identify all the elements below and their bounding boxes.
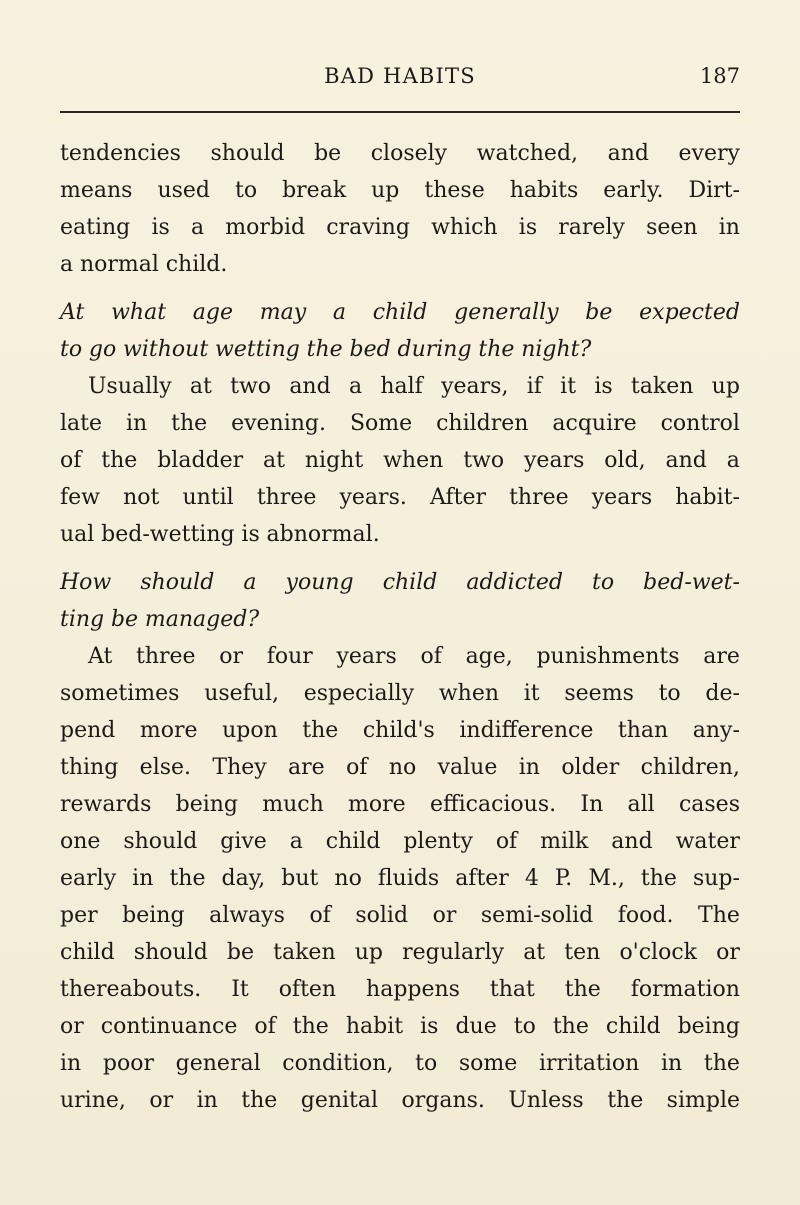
word: regularly: [402, 940, 505, 965]
word: night?: [521, 337, 592, 362]
word: early.: [603, 178, 664, 203]
word: no: [334, 866, 362, 891]
word: punishments: [536, 644, 680, 669]
word: two: [230, 374, 272, 399]
word: age,: [465, 644, 513, 669]
word: of: [60, 448, 82, 473]
word: thereabouts.: [60, 977, 202, 1002]
word: watched,: [476, 141, 579, 166]
word: the: [101, 448, 138, 473]
word: should: [210, 141, 285, 166]
word: bed-wet-: [643, 570, 740, 595]
word: night: [304, 448, 364, 473]
paragraph-gap: [60, 283, 740, 294]
word: early: [60, 866, 117, 891]
word: a: [243, 570, 257, 595]
word: a: [332, 300, 346, 325]
word: water: [675, 829, 740, 854]
word: the: [241, 1088, 278, 1113]
word: condition,: [282, 1051, 394, 1076]
word: P.: [554, 866, 573, 891]
word: should: [140, 570, 215, 595]
word: during: [397, 337, 472, 362]
answer-line: [60, 442, 740, 479]
word: being: [122, 903, 185, 928]
word: useful,: [204, 681, 280, 706]
word: bed: [349, 337, 391, 362]
word: being: [677, 1014, 740, 1039]
word: it: [523, 681, 540, 706]
word: in: [518, 755, 540, 780]
answer-bed-wetting-age: [60, 368, 740, 553]
word: expected: [639, 300, 740, 325]
word: 4: [524, 866, 539, 891]
word: happens: [366, 977, 460, 1002]
word: addicted: [466, 570, 563, 595]
word: the: [607, 1088, 644, 1113]
word: tendencies: [60, 141, 181, 166]
word: organs.: [401, 1088, 485, 1113]
word: craving: [326, 215, 410, 240]
word: fluids: [377, 866, 440, 891]
word: when: [438, 681, 500, 706]
word: Usually: [88, 374, 172, 399]
word: if: [526, 374, 542, 399]
word: of: [420, 644, 442, 669]
word: in: [718, 215, 740, 240]
word: not: [123, 485, 160, 510]
answer-line: [60, 405, 740, 442]
word: years.: [339, 485, 407, 510]
word: of: [346, 755, 368, 780]
word: of: [254, 1014, 276, 1039]
word: be: [226, 940, 255, 965]
word: it: [560, 374, 577, 399]
word: acquire: [552, 411, 637, 436]
word: Dirt-: [688, 178, 740, 203]
word: child: [60, 940, 115, 965]
word: to: [592, 570, 615, 595]
word: in: [132, 866, 154, 891]
word: any-: [692, 718, 740, 743]
answer-line: [60, 638, 740, 675]
word: child: [372, 300, 428, 325]
answer-line: [60, 675, 740, 712]
word: continuance: [100, 1014, 238, 1039]
word: which: [431, 215, 498, 240]
word: years,: [441, 374, 509, 399]
word: rewards: [60, 792, 152, 817]
word: cases: [678, 792, 740, 817]
word: bladder: [157, 448, 244, 473]
word: managed?: [144, 607, 260, 632]
word: in: [196, 1088, 218, 1113]
word: always: [209, 903, 285, 928]
word: in: [661, 1051, 683, 1076]
word: to: [513, 1014, 536, 1039]
word: or: [60, 1014, 84, 1039]
word: half: [380, 374, 423, 399]
answer-line: [60, 934, 740, 971]
word: thing: [60, 755, 119, 780]
word: due: [455, 1014, 497, 1039]
word: or: [149, 1088, 174, 1113]
word: and: [665, 448, 707, 473]
word: evening.: [231, 411, 326, 436]
answer-line: [60, 971, 740, 1008]
word: a: [348, 374, 363, 399]
word: formation: [630, 977, 740, 1002]
word: up: [711, 374, 740, 399]
word: being: [175, 792, 239, 817]
word: up: [354, 940, 384, 965]
word: o'clock: [619, 940, 697, 965]
question-line: [60, 601, 740, 638]
page-body: [60, 135, 740, 1119]
word: more: [348, 792, 406, 817]
word: irritation: [538, 1051, 640, 1076]
word: late: [60, 411, 103, 436]
word: to: [60, 337, 83, 362]
word: few: [60, 485, 100, 510]
word: ting: [60, 607, 105, 632]
word: three: [136, 644, 196, 669]
word: the: [292, 1014, 329, 1039]
word: than: [617, 718, 669, 743]
word: genital: [300, 1088, 379, 1113]
word: years: [591, 485, 653, 510]
page-number: 187: [699, 64, 740, 88]
text-line: [60, 172, 740, 209]
word: seen: [646, 215, 698, 240]
word: sup-: [692, 866, 740, 891]
word: and: [607, 141, 649, 166]
word: How: [60, 570, 112, 595]
word: semi-solid: [480, 903, 594, 928]
word: or: [432, 903, 457, 928]
word: a: [190, 215, 205, 240]
word: efficacious.: [429, 792, 557, 817]
word: control: [660, 411, 740, 436]
word: and: [289, 374, 331, 399]
answer-line: [60, 1082, 740, 1119]
word: day,: [221, 866, 266, 891]
answer-line: [60, 479, 740, 516]
paragraph-gap: [60, 553, 740, 564]
text-line: [60, 135, 740, 172]
word: simple: [666, 1088, 740, 1113]
word: until: [182, 485, 234, 510]
word: They: [212, 755, 267, 780]
word: At: [60, 300, 85, 325]
word: abnormal.: [266, 522, 380, 547]
word: the: [703, 1051, 740, 1076]
word: be: [585, 300, 613, 325]
word: wetting: [215, 337, 300, 362]
word: solid: [355, 903, 409, 928]
question-line: [60, 331, 740, 368]
word: plenty: [403, 829, 473, 854]
word: break: [282, 178, 347, 203]
word: a: [726, 448, 740, 473]
word: may: [259, 300, 307, 325]
word: the: [169, 866, 206, 891]
answer-line: [60, 897, 740, 934]
word: It: [231, 977, 249, 1002]
word: or: [716, 940, 740, 965]
question-bed-wetting-age: [60, 294, 740, 368]
word: often: [278, 977, 337, 1002]
word: at: [189, 374, 212, 399]
word: a: [289, 829, 303, 854]
question-line: [60, 564, 740, 601]
word: child: [382, 570, 438, 595]
word: give: [220, 829, 267, 854]
word: eating: [60, 215, 131, 240]
answer-line: [60, 823, 740, 860]
word: the: [171, 411, 208, 436]
word: per: [60, 903, 98, 928]
word: of: [309, 903, 331, 928]
word: generally: [454, 300, 559, 325]
word: child.: [165, 252, 228, 277]
word: value: [437, 755, 498, 780]
word: The: [698, 903, 740, 928]
word: habit: [345, 1014, 404, 1039]
word: bed-wetting: [101, 522, 235, 547]
running-title: BAD HABITS: [324, 64, 476, 88]
word: upon: [222, 718, 278, 743]
word: and: [611, 829, 653, 854]
word: age: [192, 300, 233, 325]
word: four: [266, 644, 313, 669]
word: normal: [79, 252, 159, 277]
word: or: [219, 644, 244, 669]
word: child: [605, 1014, 661, 1039]
word: are: [288, 755, 325, 780]
answer-line: [60, 516, 740, 553]
word: closely: [370, 141, 448, 166]
word: used: [157, 178, 211, 203]
word: older: [561, 755, 620, 780]
word: morbid: [225, 215, 306, 240]
answer-line: [60, 1045, 740, 1082]
word: one: [60, 829, 101, 854]
word: the: [306, 337, 343, 362]
word: a: [60, 252, 74, 277]
word: the: [564, 977, 601, 1002]
word: pend: [60, 718, 116, 743]
word: to: [415, 1051, 438, 1076]
running-head: [60, 61, 740, 91]
word: without: [123, 337, 209, 362]
word: indifference: [459, 718, 594, 743]
word: some: [458, 1051, 518, 1076]
paragraph-habits: [60, 135, 740, 283]
word: food.: [617, 903, 674, 928]
word: child's: [362, 718, 435, 743]
word: at: [523, 940, 546, 965]
word: two: [463, 448, 505, 473]
word: all: [627, 792, 655, 817]
word: up: [371, 178, 400, 203]
word: what: [111, 300, 167, 325]
word: habit-: [675, 485, 740, 510]
word: three: [256, 485, 317, 510]
word: the: [552, 1014, 589, 1039]
word: is: [151, 215, 170, 240]
word: that: [489, 977, 535, 1002]
word: sometimes: [60, 681, 180, 706]
question-bed-wetting-management: [60, 564, 740, 638]
header-rule: [60, 111, 740, 113]
word: be: [314, 141, 342, 166]
word: child: [325, 829, 381, 854]
word: the: [478, 337, 515, 362]
word: rarely: [558, 215, 625, 240]
word: in: [60, 1051, 82, 1076]
word: three: [509, 485, 569, 510]
word: is: [420, 1014, 439, 1039]
word: go: [88, 337, 117, 362]
word: be: [110, 607, 139, 632]
word: every: [678, 141, 740, 166]
word: ten: [564, 940, 601, 965]
answer-line: [60, 712, 740, 749]
word: these: [424, 178, 485, 203]
word: At: [88, 644, 113, 669]
word: the: [640, 866, 677, 891]
word: in: [125, 411, 148, 436]
answer-line: [60, 860, 740, 897]
word: ual: [60, 522, 95, 547]
word: of: [495, 829, 518, 854]
word: de-: [705, 681, 740, 706]
word: means: [60, 178, 133, 203]
word: years: [524, 448, 585, 473]
word: old,: [604, 448, 646, 473]
text-line: [60, 246, 740, 283]
word: children: [436, 411, 529, 436]
word: milk: [540, 829, 589, 854]
word: M.,: [588, 866, 625, 891]
word: else.: [139, 755, 192, 780]
answer-line: [60, 749, 740, 786]
word: taken: [273, 940, 336, 965]
word: In: [580, 792, 604, 817]
word: is: [594, 374, 613, 399]
word: are: [703, 644, 740, 669]
word: poor: [102, 1051, 154, 1076]
answer-bed-wetting-management: [60, 638, 740, 1119]
word: to: [235, 178, 258, 203]
word: children,: [640, 755, 740, 780]
word: after: [455, 866, 509, 891]
answer-line: [60, 1008, 740, 1045]
word: Unless: [508, 1088, 584, 1113]
word: years: [336, 644, 397, 669]
word: taken: [630, 374, 694, 399]
word: young: [285, 570, 354, 595]
word: habits: [509, 178, 579, 203]
question-line: [60, 294, 740, 331]
word: much: [262, 792, 324, 817]
word: seems: [564, 681, 634, 706]
word: should: [133, 940, 208, 965]
word: no: [388, 755, 417, 780]
word: should: [123, 829, 198, 854]
text-line: [60, 209, 740, 246]
word: but: [281, 866, 319, 891]
word: is: [518, 215, 538, 240]
answer-line: [60, 368, 740, 405]
word: especially: [303, 681, 415, 706]
word: more: [139, 718, 198, 743]
word: the: [302, 718, 339, 743]
word: at: [263, 448, 285, 473]
word: After: [429, 485, 486, 510]
word: urine,: [60, 1088, 126, 1113]
word: when: [383, 448, 444, 473]
answer-line: [60, 786, 740, 823]
word: to: [658, 681, 681, 706]
word: is: [241, 522, 260, 547]
word: Some: [349, 411, 413, 436]
word: general: [175, 1051, 261, 1076]
